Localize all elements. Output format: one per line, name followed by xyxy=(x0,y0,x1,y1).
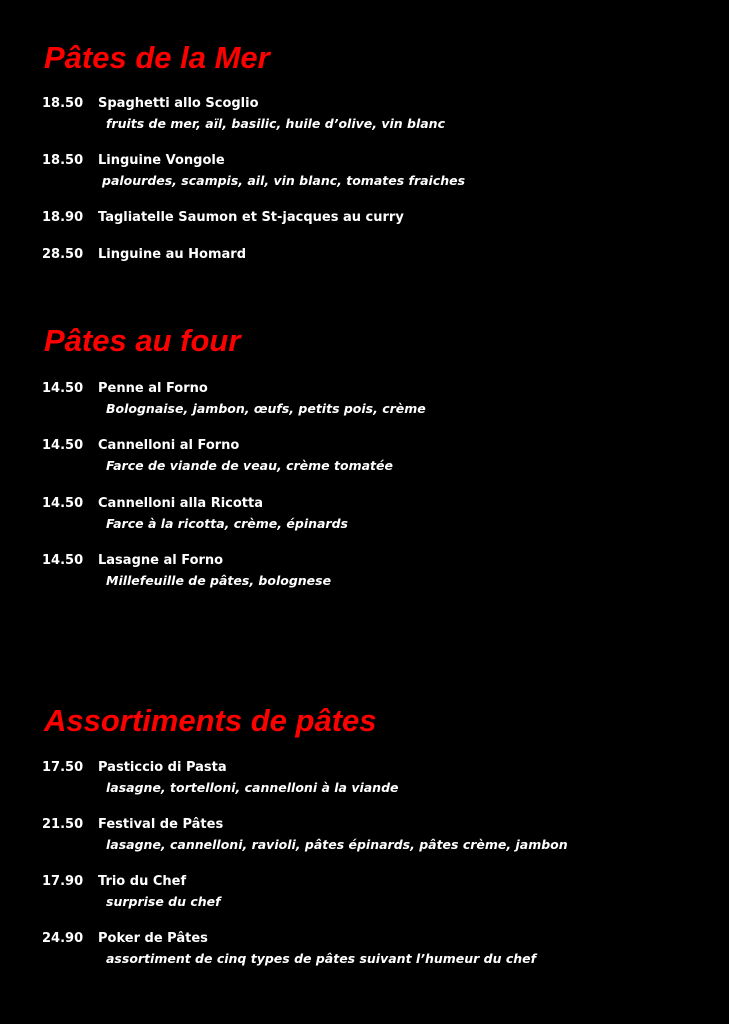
item-name: Cannelloni alla Ricotta xyxy=(98,496,264,511)
menu-item xyxy=(0,152,729,196)
item-price: 24.90 xyxy=(42,931,84,946)
menu-item xyxy=(0,95,729,139)
item-name: Tagliatelle Saumon et St-jacques au curry xyxy=(98,210,404,225)
menu-item xyxy=(0,437,729,481)
menu-item xyxy=(0,246,729,290)
item-price: 14.50 xyxy=(42,381,84,396)
item-description: Farce de viande de veau, crème tomatée xyxy=(106,458,393,473)
item-name: Linguine au Homard xyxy=(98,247,247,262)
item-description: lasagne, cannelloni, ravioli, pâtes épinards, pâtes crème, jambon xyxy=(106,837,568,852)
item-description: fruits de mer, aïl, basilic, huile d’olive, vin blanc xyxy=(106,116,445,131)
item-name: Pasticcio di Pasta xyxy=(98,760,227,775)
item-name: Cannelloni al Forno xyxy=(98,438,240,453)
section-title-pates-au-four: Pâtes au four xyxy=(44,323,241,358)
item-price: 28.50 xyxy=(42,247,84,262)
menu-item xyxy=(0,495,729,539)
item-name: Lasagne al Forno xyxy=(98,553,224,568)
item-price: 18.50 xyxy=(42,153,84,168)
menu-item xyxy=(0,816,729,860)
section-title-pates-de-la-mer: Pâtes de la Mer xyxy=(44,40,270,75)
menu-item xyxy=(0,380,729,424)
item-name: Poker de Pâtes xyxy=(98,931,208,946)
item-price: 17.50 xyxy=(42,760,84,775)
menu-item xyxy=(0,759,729,803)
menu-item xyxy=(0,930,729,974)
item-description: Farce à la ricotta, crème, épinards xyxy=(106,516,348,531)
menu-item xyxy=(0,873,729,917)
item-name: Festival de Pâtes xyxy=(98,817,224,832)
item-name: Trio du Chef xyxy=(98,874,187,889)
item-description: Bolognaise, jambon, œufs, petits pois, crème xyxy=(106,401,426,416)
item-price: 18.90 xyxy=(42,210,84,225)
item-price: 14.50 xyxy=(42,553,84,568)
item-price: 14.50 xyxy=(42,496,84,511)
item-price: 21.50 xyxy=(42,817,84,832)
item-price: 18.50 xyxy=(42,96,84,111)
item-description: Millefeuille de pâtes, bolognese xyxy=(106,573,332,588)
section-title-assortiments-de-pates: Assortiments de pâtes xyxy=(44,703,377,738)
item-name: Linguine Vongole xyxy=(98,153,225,168)
menu-item xyxy=(0,552,729,596)
item-description: surprise du chef xyxy=(106,894,221,909)
item-name: Penne al Forno xyxy=(98,381,208,396)
item-price: 17.90 xyxy=(42,874,84,889)
item-description: lasagne, tortelloni, cannelloni à la viande xyxy=(106,780,399,795)
item-description: palourdes, scampis, ail, vin blanc, tomates fraiches xyxy=(102,173,466,188)
item-description: assortiment de cinq types de pâtes suivant l’humeur du chef xyxy=(106,951,537,966)
item-name: Spaghetti allo Scoglio xyxy=(98,96,259,111)
item-price: 14.50 xyxy=(42,438,84,453)
